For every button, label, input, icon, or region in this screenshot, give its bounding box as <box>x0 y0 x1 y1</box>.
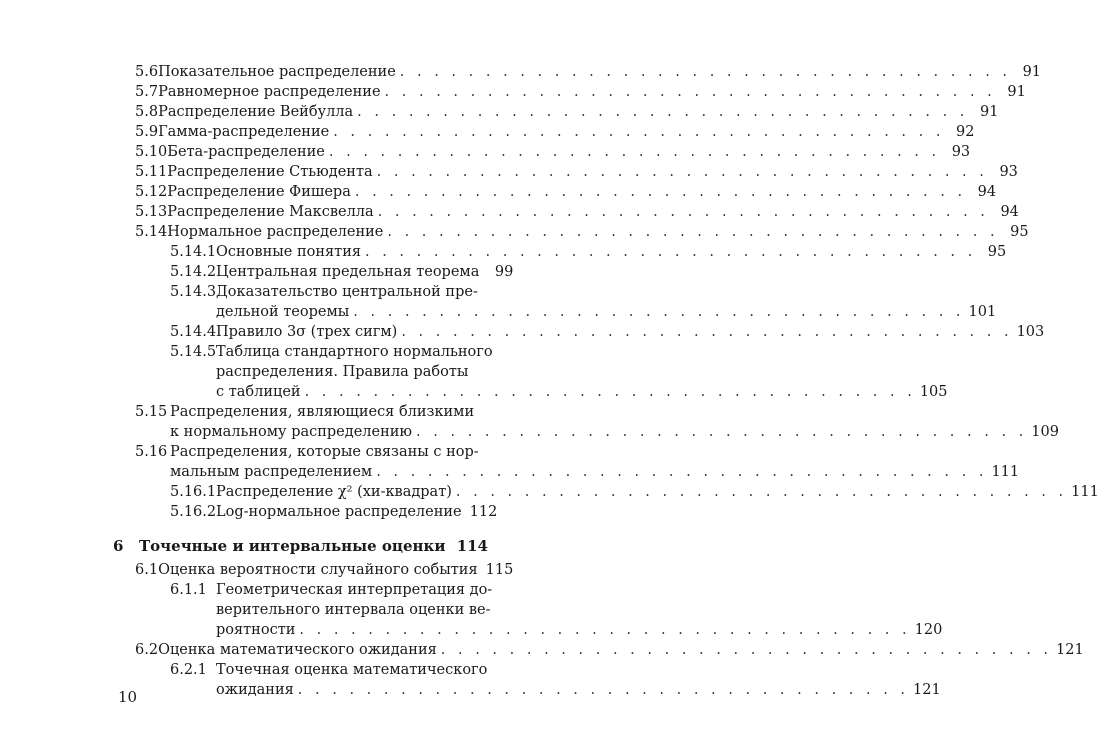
entry-title: Равномерное распределение <box>158 84 381 100</box>
entry-page: 103 <box>1016 324 1045 340</box>
dot-leader: . . . . . . . . . . . . . . . . . . . . . . . . . . . . . . . . . . . . <box>384 84 996 100</box>
toc-entry-6-2-1-line1[interactable] <box>170 660 488 680</box>
entry-title-line2: верительного интервала оценки ве- <box>216 602 491 618</box>
toc-entry-5-15-line1[interactable] <box>135 402 488 422</box>
entry-title: Распределение χ² (хи-квадрат) <box>216 484 452 500</box>
entry-number: 5.7 <box>135 84 159 100</box>
entry-title: Бета-распределение <box>167 144 325 160</box>
entry-number: 5.8 <box>135 104 159 120</box>
toc-entry-5-14-3-line1[interactable] <box>170 282 488 302</box>
entry-title-line3: с таблицей <box>216 384 301 400</box>
toc-entry-5-8[interactable] <box>135 102 999 122</box>
toc-entry-5-7[interactable] <box>135 82 1026 102</box>
entry-title-line1: Таблица стандартного нормального <box>216 344 493 360</box>
toc-entry-5-16-line2[interactable] <box>170 462 1020 482</box>
entry-number: 5.14 <box>135 224 168 240</box>
entry-title: Нормальное распределение <box>167 224 384 240</box>
toc-entry-6-1-1-line3[interactable] <box>216 620 943 640</box>
toc-entry-5-14-1[interactable] <box>170 242 1007 262</box>
entry-number: 5.14.1 <box>170 244 217 260</box>
entry-title: Гамма-распределение <box>158 124 330 140</box>
entry-page: 95 <box>987 244 1007 260</box>
toc-entry-6-1-1-line1[interactable] <box>170 580 493 600</box>
entry-page: 91 <box>979 104 999 120</box>
entry-number: 5.14.2 <box>170 264 217 280</box>
entry-number: 5.14.4 <box>170 324 217 340</box>
toc-entry-6-2[interactable] <box>135 640 1084 660</box>
entry-title: Log-нормальное распределение <box>216 504 462 520</box>
toc-entry-5-14-3-line2[interactable] <box>216 302 997 322</box>
entry-title-line1: Точечная оценка математического <box>216 662 488 678</box>
toc-entry-5-14-5-line3[interactable] <box>216 382 948 402</box>
entry-title-line1: Распределения, являющиеся близкими <box>170 404 475 420</box>
toc-entry-5-14-5-line1[interactable] <box>170 342 493 362</box>
toc-entry-5-16-2[interactable] <box>170 502 498 522</box>
toc-entry-5-14-5-line2 <box>216 362 468 382</box>
toc-entry-5-13[interactable] <box>135 202 1019 222</box>
entry-page: 93 <box>951 144 971 160</box>
entry-page: 112 <box>469 504 498 520</box>
dot-leader: . . . . . . . . . . . . . . . . . . . . . . . . . . . . . . . . . . . . <box>401 324 1013 340</box>
toc-entry-5-12[interactable] <box>135 182 997 202</box>
dot-leader: . . . . . . . . . . . . . . . . . . . . . . . . . . . . . . . . . . . . <box>376 464 988 480</box>
entry-page: 105 <box>919 384 948 400</box>
dot-leader: . . . . . . . . . . . . . . . . . . . . . . . . . . . . . . . . . . . . <box>304 384 916 400</box>
entry-page: 111 <box>1071 484 1099 500</box>
entry-page: 91 <box>1007 84 1026 100</box>
entry-page: 92 <box>956 124 975 140</box>
entry-title-line2: ожидания <box>216 682 294 698</box>
entry-title-line1: Доказательство центральной пре- <box>216 284 478 300</box>
dot-leader: . . . . . . . . . . . . . . . . . . . . . . . . . . . . . . . . . . . . <box>299 622 911 638</box>
entry-number: 5.13 <box>135 204 168 220</box>
toc-entry-5-11[interactable] <box>135 162 1018 182</box>
entry-title-line2: дельной теоремы <box>216 304 350 320</box>
entry-number: 5.12 <box>135 184 168 200</box>
toc-entry-5-15-line2[interactable] <box>170 422 1059 442</box>
dot-leader: . . . . . . . . . . . . . . . . . . . . . . . . . . . . . . . . . . . . <box>354 184 967 200</box>
entry-number: 5.14.3 <box>170 284 217 300</box>
dot-leader: . . . . . . . . . . . . . . . . . . . . . . . . . . . . . . . . . . . . <box>365 244 977 260</box>
entry-title-line3: роятности <box>216 622 296 638</box>
dot-leader: . . . . . . . . . . . . . . . . . . . . . . . . . . . . . . . . . . . . <box>333 124 945 140</box>
dot-leader: . . . . . . . . . . . . . . . . . . . . . . . . . . . . . . . . . . . . <box>297 682 910 698</box>
dot-leader: . . . . . . . . . . . . . . . . . . . . . . . . . . . . . . . . . . . . <box>399 64 1012 80</box>
entry-title-line2: распределения. Правила работы <box>216 364 469 380</box>
entry-page: 115 <box>485 562 514 578</box>
entry-page: 111 <box>991 464 1020 480</box>
dot-leader: . . . . . . . . . . . . . . . . . . . . . . . . . . . . . . . . . . . . <box>328 144 941 160</box>
toc-entry-6-1-1-line2 <box>216 600 491 620</box>
dot-leader: . . . . . . . . . . . . . . . . . . . . . . . . . . . . . . . . . . . . <box>440 642 1053 658</box>
toc-entry-5-9[interactable] <box>135 122 975 142</box>
dot-leader: . . . . . . . . . . . . . . . . . . . . . . . . . . . . . . . . . . . . <box>376 164 988 180</box>
dot-leader: . . . . . . . . . . . . . . . . . . . . . . . . . . . . . . . . . . . . <box>416 424 1028 440</box>
entry-title: Распределение Фишера <box>167 184 351 200</box>
toc-chapter-6[interactable] <box>113 536 488 556</box>
entry-title: Оценка математического ожидания <box>158 642 437 658</box>
toc-entry-5-14[interactable] <box>135 222 1029 242</box>
chapter-page: 114 <box>456 537 488 555</box>
entry-page: 95 <box>1010 224 1029 240</box>
entry-title-line1: Распределения, которые связаны с нор- <box>170 444 479 460</box>
entry-title: Распределение Максвелла <box>167 204 374 220</box>
toc-entry-6-2-1-line2[interactable] <box>216 680 941 700</box>
dot-leader: . . . . . . . . . . . . . . . . . . . . . . . . . . . . . . . . . . . . <box>377 204 989 220</box>
entry-number: 5.14.5 <box>170 344 217 360</box>
dot-leader: . . . . . . . . . . . . . . . . . . . . . . . . . . . . . . . . . . . . <box>357 104 969 120</box>
entry-number: 6.2 <box>135 642 159 658</box>
dot-leader: . . . . . . . . . . . . . . . . . . . . . . . . . . . . . . . . . . . . <box>387 224 999 240</box>
entry-title: Центральная предельная теорема <box>216 264 480 280</box>
entry-number: 5.16.1 <box>170 484 217 500</box>
chapter-number: 6 <box>113 537 124 555</box>
entry-number: 5.9 <box>135 124 159 140</box>
entry-number: 6.2.1 <box>170 662 207 678</box>
toc-entry-5-10[interactable] <box>135 142 971 162</box>
entry-number: 6.1 <box>135 562 159 578</box>
entry-number: 5.16.2 <box>170 504 217 520</box>
entry-title-line2: мальным распределением <box>170 464 373 480</box>
entry-page: 94 <box>977 184 997 200</box>
entry-page: 93 <box>999 164 1018 180</box>
entry-page: 121 <box>913 682 941 698</box>
entry-page: 121 <box>1056 642 1084 658</box>
entry-title: Оценка вероятности случайного события <box>158 562 478 578</box>
page-number: 10 <box>118 688 138 706</box>
entry-number: 6.1.1 <box>170 582 207 598</box>
entry-number: 5.16 <box>135 444 168 460</box>
toc-entry-5-16-1[interactable] <box>170 482 1099 502</box>
toc-entry-5-14-2[interactable] <box>170 262 514 282</box>
entry-title: Основные понятия <box>216 244 361 260</box>
entry-page: 101 <box>968 304 997 320</box>
entry-number: 5.6 <box>135 64 159 80</box>
entry-number: 5.15 <box>135 404 168 420</box>
entry-title: Распределение Стьюдента <box>167 164 373 180</box>
dot-leader: . . . . . . . . . . . . . . . . . . . . . . . . . . . . . . . . . . . . <box>353 304 965 320</box>
entry-title: Показательное распределение <box>158 64 396 80</box>
chapter-title: Точечные и интервальные оценки <box>139 537 446 555</box>
entry-title: Распределение Вейбулла <box>158 104 354 120</box>
entry-page: 109 <box>1031 424 1059 440</box>
entry-page: 91 <box>1022 64 1042 80</box>
toc-entry-5-14-4[interactable] <box>170 322 1045 342</box>
entry-title: Правило 3σ (трех сигм) <box>216 324 398 340</box>
toc-entry-5-16-line1[interactable] <box>135 442 488 462</box>
entry-page: 120 <box>914 622 943 638</box>
toc-entry-6-1[interactable] <box>135 560 514 580</box>
entry-title-line1: Геометрическая интерпретация до- <box>216 582 493 598</box>
entry-title-line2: к нормальному распределению <box>170 424 413 440</box>
entry-page: 99 <box>494 264 514 280</box>
entry-page: 94 <box>1000 204 1019 220</box>
entry-number: 5.10 <box>135 144 168 160</box>
entry-number: 5.11 <box>135 164 168 180</box>
toc-entry-5-6[interactable] <box>135 62 1042 82</box>
dot-leader: . . . . . . . . . . . . . . . . . . . . . . . . . . . . . . . . . . . . <box>455 484 1068 500</box>
